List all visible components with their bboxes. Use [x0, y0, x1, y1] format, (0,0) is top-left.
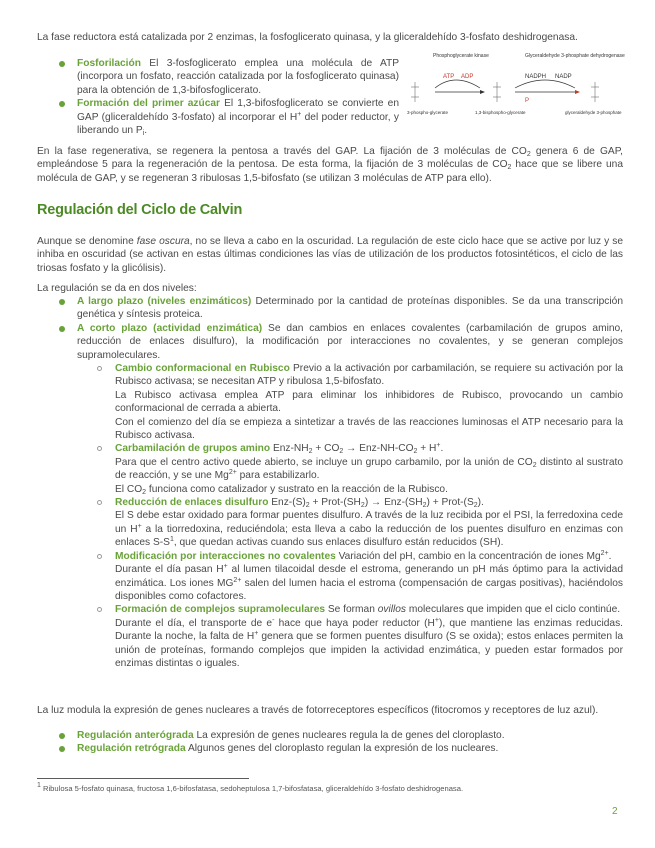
list-item-fosforilacion: Fosforilación El 3-fosfoglicerato emplea una molécula de ATP (incorpora un fosfato, reacción catalizada por la fosfoglicerato quinasa) para la obtención de 1,3-bifosfoglicerato.	[37, 57, 399, 97]
bullet-dot-icon	[59, 61, 65, 67]
footnote-divider	[37, 778, 249, 779]
reaction2-arc	[515, 80, 575, 88]
bullet-dot-icon	[59, 733, 65, 739]
section-heading: Regulación del Ciclo de Calvin	[37, 202, 243, 218]
atp-label: ATP	[443, 74, 455, 80]
list-item-retrograda: Regulación retrógrada Algunos genes del cloroplasto regulan la expresión de los nucleares.	[37, 742, 623, 755]
bullet-dot-icon	[59, 101, 65, 107]
footnote: 1 Ribulosa 5-fosfato quinasa, fructosa 1,6-bifosfatasa, sedoheptulosa 1,7-bifosfatasa, gliceraldehído 3-fosfato deshidrogenasa.	[37, 782, 464, 793]
list-item-reduccion-disulfuro: Reducción de enlaces disulfuro Enz-$(S)_2$ + Prot-$(SH_2) \to Enz-(SH_2)$ + Prot-$(S_2)$. El S debe estar oxidado para formar puentes disulfuro. A través de la luz recibida por el PSI, la ferredoxina cede un H+ a la tiorredoxina, reduciéndola; esta lleva a cabo la reducción de los puentes disulfuro en enzimas con enlaces $S-S^1$, que quedan activas cuando sus enlaces disulfuro están reducidos (SH).	[37, 496, 623, 550]
molecule2-label: 1,3-bisphospho-glycerate	[475, 110, 526, 115]
light-paragraph: La luz modula la expresión de genes nucleares a través de fotorreceptores específicos (fitocromos y receptores de luz azul).	[37, 705, 599, 716]
list-item-cambio-conformacional: Cambio conformacional en Rubisco Previo a la activación por carbamilación, se requiere su activación por la Rubisco activasa; se necesitan ATP y ribulosa 1,5-bifosfato. La Rubisco activasa emplea ATP para eliminar los inhibidores de Rubisco, provocando un cambio conformacional de cerrada a abierta. Con el comienzo del día se empieza a sintetizar a través de las reacciones luminosas el ATP necesario para la Rubisco activasa.	[37, 362, 623, 442]
molecule3-label: glyceraldehyde 3-phosphate	[565, 110, 622, 115]
phase-list	[37, 57, 399, 137]
nadph-label: NADPH	[525, 74, 547, 80]
reaction1-arc	[435, 80, 480, 88]
molecule1-label: 3-phospho-glycerate	[407, 110, 449, 115]
bullet-circle-icon	[97, 554, 102, 559]
list-item-carbamilacion: Carbamilación de grupos amino Enz-$NH_2 + CO_2 \to Enz-NH-CO_2 + H^+$. Para que el centro activo quede abierto, se incluye un grupo carbamilo, por la unión de $CO_2$ distinto al sustrato de reacción, y se une $Mg^{2+}$ para estabilizarlo. El $CO_2$ funciona como catalizador y sustrato en la reacción de la Rubisco.	[37, 442, 623, 496]
list-item-anterograda: Regulación anterógrada La expresión de genes nucleares regula la de genes del cloroplasto.	[37, 729, 623, 742]
list-item-largo-plazo: A largo plazo (niveles enzimáticos) Determinado por la cantidad de proteínas disponibles. Se da una transcripción genética y síntesis proteica.	[37, 295, 623, 322]
mechanisms-list	[37, 362, 623, 670]
levels-list	[37, 295, 623, 362]
pi-label: P	[525, 98, 530, 104]
list-item-interacciones-no-covalentes: Modificación por interacciones no covalentes Variación del pH, cambio en la concentración de iones $Mg^{2+}$. Durante el día pasan H+ al lumen tilacoidal desde el estroma, generando un pH más óptimo para la actividad enzimática. Los iones $MG^{2+}$ salen del lumen hacia el estroma (compensación de cargas positivas), haciéndolos disponibles como cofactores.	[37, 550, 623, 604]
light-list	[37, 729, 623, 756]
list-item-corto-plazo: A corto plazo (actividad enzimática) Se dan cambios en enlaces covalentes (carbamilación de grupos amino, reducción de enlaces disulfuro), la modificación por interacciones no covalentes, y se generan complejos supramoleculares.	[37, 322, 623, 362]
bullet-dot-icon	[59, 326, 65, 332]
arrow1-head-icon	[480, 90, 485, 94]
enzyme2-label: Glyceraldehyde 3-phosphate dehydrogenase	[525, 53, 625, 59]
bullet-circle-icon	[97, 607, 102, 612]
bullet-dot-icon	[59, 746, 65, 752]
reduction-phase-diagram	[405, 52, 625, 122]
bullet-dot-icon	[59, 299, 65, 305]
page-number: 2	[612, 806, 618, 817]
nadp-label: NADP	[555, 74, 572, 80]
bullet-circle-icon	[97, 446, 102, 451]
list-item-complejos-supramoleculares: Formación de complejos supramoleculares Se forman ovillos moleculares que impiden que el ciclo continúe. Durante el día, el transporte de e- hace que haya poder reductor (H+), que mantiene las enzimas reducidas. Durante la noche, la falta de H+ genera que se formen puentes disulfuro (S se oxida); estos enlaces permiten la unión de proteínas, formando complejos que impiden la actividad enzimática, y pueden estar formados por enzimas distintas o iguales.	[37, 603, 623, 670]
bullet-circle-icon	[97, 500, 102, 505]
bullet-circle-icon	[97, 366, 102, 371]
arrow2-head-icon	[575, 90, 580, 94]
adp-label: ADP	[461, 74, 474, 80]
regen-paragraph: En la fase regenerativa, se regenera la pentosa a través del GAP. La fijación de 3 moléculas de $CO_2$ genera 6 de GAP, empleándose 5 para la regeneración de la pentosa. De esta forma, la fijación de 3 moléculas de $CO_2$ hace que se libere una molécula de GAP, y se regeneran 3 ribulosas 1,5-bifosfato (se utilizan 3 moléculas de ATP para ello).	[37, 146, 624, 184]
regulation-intro: Aunque se denomine fase oscura, no se lleva a cabo en la oscuridad. La regulación de este ciclo hace que se active por luz y se inhiba en oscuridad (se activan en estas últimas condiciones las vías de utilización de los productos fotosintéticos, el ciclo de las triosas fosfato y la glicólisis).	[37, 236, 623, 274]
list-item-primer-azucar: Formación del primer azúcar El 1,3-bifosfoglicerato se convierte en GAP (gliceraldehído 3-fosfato) al incorporar el H+ del poder reductor, y liberando un $P_i$.	[37, 97, 399, 137]
levels-intro: La regulación se da en dos niveles:	[37, 283, 197, 294]
intro-paragraph: La fase reductora está catalizada por 2 enzimas, la fosfoglicerato quinasa, y la gliceraldehído 3-fosfato deshidrogenasa.	[37, 32, 578, 43]
enzyme1-label: Phosphoglycerate kinase	[433, 53, 489, 59]
